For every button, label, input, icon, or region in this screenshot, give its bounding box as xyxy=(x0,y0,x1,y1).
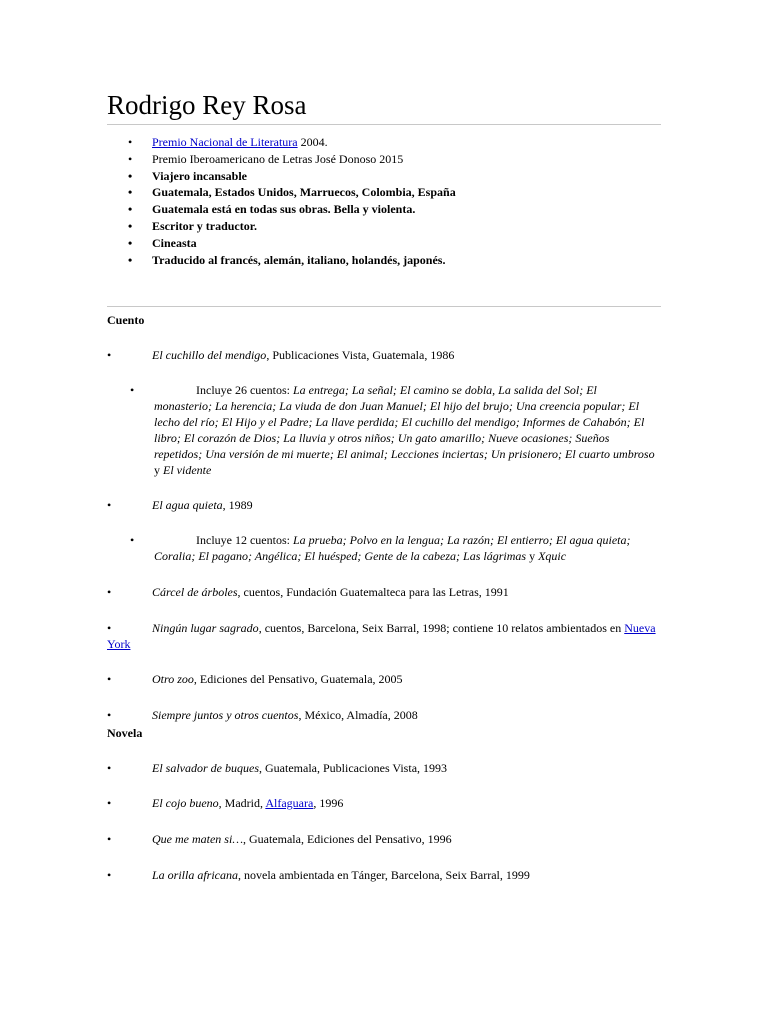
intro-item: • Premio Nacional de Literatura 2004. xyxy=(107,134,456,151)
title-divider xyxy=(107,124,661,125)
bullet-icon: • xyxy=(107,585,112,599)
bibliography-entry: • Siempre juntos y otros cuentos, México, Almadía, 2008 xyxy=(107,708,418,722)
work-title: Otro zoo xyxy=(152,672,194,686)
bullet-icon: • xyxy=(107,708,112,722)
bullet-icon: • xyxy=(130,383,135,397)
bibliography-entry: • Cárcel de árboles, cuentos, Fundación Guatemalteca para las Letras, 1991 xyxy=(107,585,509,599)
story-list-entry: • Incluye 26 cuentos: La entrega; La señal; El camino se dobla, La salida del Sol; El monasterio; La herencia; La viuda de don Juan Manuel; El hijo del brujo; Una creencia popular; El lecho del río; El Hijo y el Padre; La llave perdida; El cuchillo del mendigo; Informes de Cahabón; El libro; El corazón de Dios; La lluvia y otros niños; Un gato amarillo; Nueve ocasiones; Sueños repetidos; Una versión de mi muerte; El animal; Lecciones inciertas; Un prisionero; El cuarto umbroso y El vidente xyxy=(130,383,655,477)
bibliography-entry: • El cojo bueno, Madrid, Alfaguara, 1996 xyxy=(107,796,344,810)
bullet-icon: • xyxy=(107,868,112,882)
work-title: Cárcel de árboles xyxy=(152,585,238,599)
premio-nacional-link[interactable]: Premio Nacional de Literatura xyxy=(152,135,298,149)
work-title: El cuchillo del mendigo xyxy=(152,348,267,362)
nueva-york-link[interactable]: Nueva York xyxy=(107,621,656,651)
bibliography-entry: • El cuchillo del mendigo, Publicaciones Vista, Guatemala, 1986 xyxy=(107,348,455,362)
bibliography-entry: • Otro zoo, Ediciones del Pensativo, Guatemala, 2005 xyxy=(107,672,403,686)
intro-item: • Guatemala, Estados Unidos, Marruecos, Colombia, España xyxy=(107,184,456,201)
section-heading-cuento: Cuento xyxy=(107,313,145,327)
intro-item: • Cineasta xyxy=(107,235,456,252)
intro-item: • Premio Iberoamericano de Letras José Donoso 2015 xyxy=(107,151,456,168)
bibliography-entry: • Que me maten si…, Guatemala, Ediciones del Pensativo, 1996 xyxy=(107,832,452,846)
page-title: Rodrigo Rey Rosa xyxy=(107,90,307,120)
bullet-icon: • xyxy=(130,533,135,547)
bullet-icon: • xyxy=(107,672,112,686)
bullet-icon: • xyxy=(107,621,112,635)
section-divider xyxy=(107,306,661,307)
work-title: La orilla africana xyxy=(152,868,239,882)
intro-item: • Traducido al francés, alemán, italiano, holandés, japonés. xyxy=(107,252,456,269)
bibliography-entry: • El salvador de buques, Guatemala, Publicaciones Vista, 1993 xyxy=(107,761,448,775)
work-title: El agua quieta xyxy=(152,498,223,512)
bullet-icon: • xyxy=(107,761,112,775)
bullet-icon: • xyxy=(107,832,112,846)
bibliography-entry: • La orilla africana, novela ambientada en Tánger, Barcelona, Seix Barral, 1999 xyxy=(107,868,530,882)
intro-item: • Guatemala está en todas sus obras. Bella y violenta. xyxy=(107,201,456,218)
intro-list xyxy=(107,134,456,268)
story-list-entry: • Incluye 12 cuentos: La prueba; Polvo en la lengua; La razón; El entierro; El agua quieta; Coralia; El pagano; Angélica; El huésped; Gente de la cabeza; Las lágrimas y Xquic xyxy=(130,533,631,563)
work-title: Que me maten si… xyxy=(152,832,243,846)
work-title: Siempre juntos y otros cuentos xyxy=(152,708,299,722)
intro-item: • Viajero incansable xyxy=(107,168,456,185)
bullet-icon: • xyxy=(107,796,112,810)
bullet-icon: • xyxy=(107,498,112,512)
bullet-icon: • xyxy=(107,348,112,362)
section-heading-novela: Novela xyxy=(107,726,143,740)
intro-item: • Escritor y traductor. xyxy=(107,218,456,235)
work-title: El salvador de buques xyxy=(152,761,259,775)
work-title: Ningún lugar sagrado xyxy=(152,621,259,635)
bibliography-entry: • Ningún lugar sagrado, cuentos, Barcelona, Seix Barral, 1998; contiene 10 relatos ambientados en Nueva York xyxy=(107,621,656,651)
alfaguara-link[interactable]: Alfaguara xyxy=(265,796,314,810)
bibliography-entry: • El agua quieta, 1989 xyxy=(107,498,253,512)
work-title: El cojo bueno xyxy=(152,796,219,810)
